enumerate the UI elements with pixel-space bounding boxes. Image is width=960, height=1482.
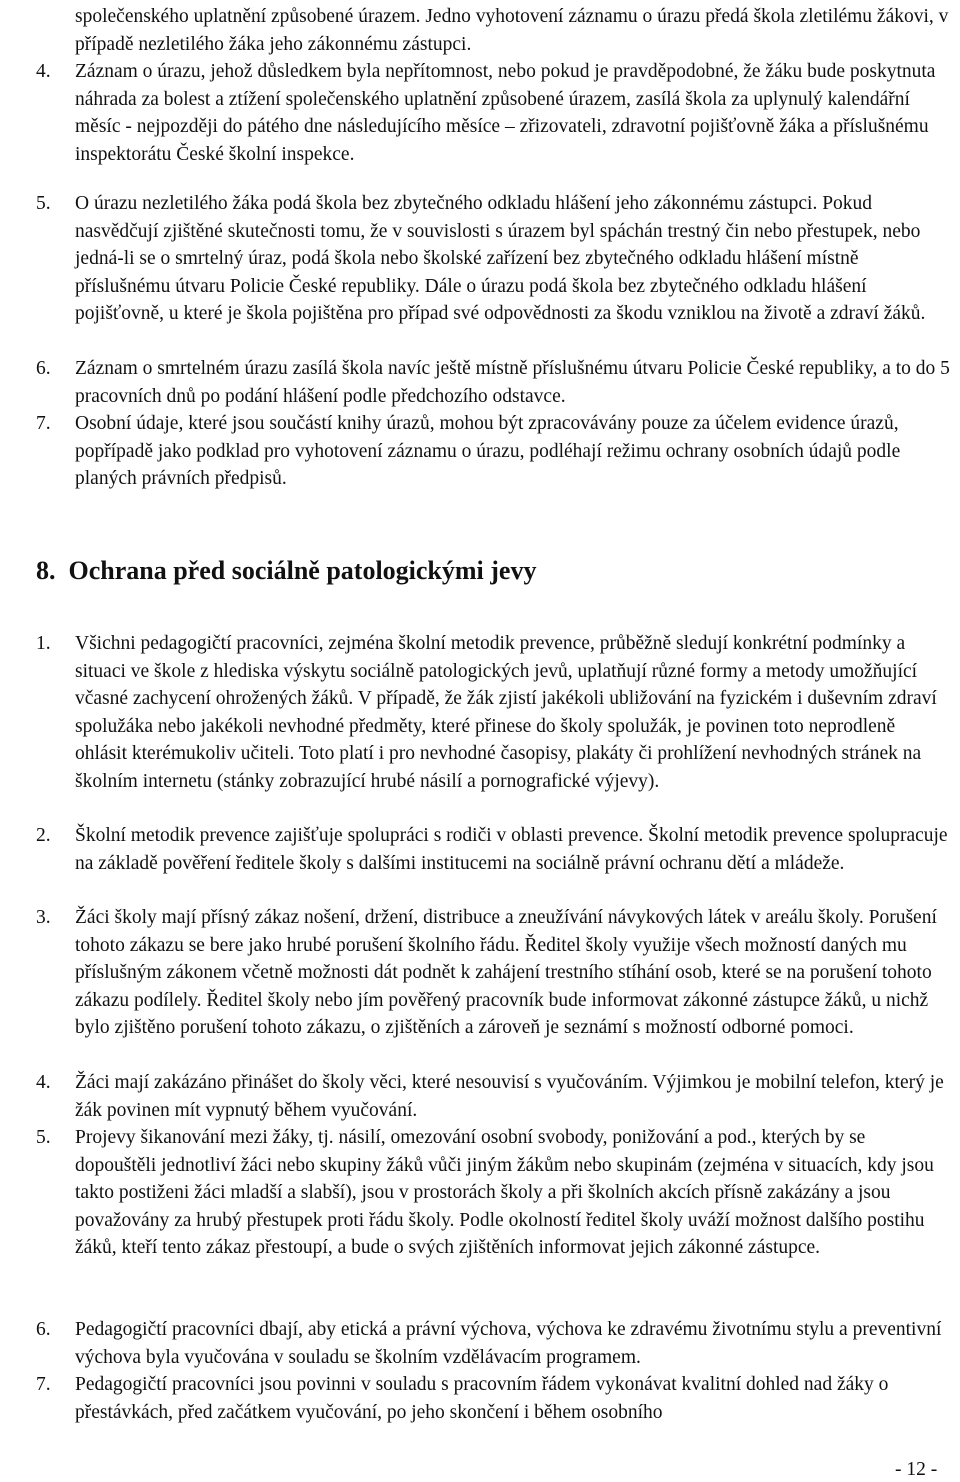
list-item-number: 6. xyxy=(36,358,51,379)
list-item xyxy=(36,1316,950,1371)
list-item xyxy=(36,355,950,410)
list-item xyxy=(36,1371,950,1426)
list-item xyxy=(36,822,950,877)
list-item xyxy=(36,904,950,1042)
page-number: - 12 - xyxy=(895,1459,938,1480)
list-item-text: Záznam o úrazu, jehož důsledkem byla nepřítomnost, nebo pokud je pravděpodobné, že žáku bude poskytnuta náhrada za bolest a ztížení společenského uplatnění způsobené úrazem, zasílá škola za uplynulý kalendářní měsíc - nejpozději do pátého dne následujícího měsíce – zřizovateli, zdravotní pojišťovně žáka a příslušnému inspektorátu České školní inspekce. xyxy=(75,61,936,165)
list-item-number: 7. xyxy=(36,1374,51,1395)
list-item xyxy=(36,1124,950,1262)
list-item-text: Žáci mají zakázáno přinášet do školy věci, které nesouvisí s vyučováním. Výjimkou je mobilní telefon, který je žák povinen mít vypnutý během vyučování. xyxy=(75,1072,944,1121)
list-item xyxy=(36,58,950,168)
list-item-number: 3. xyxy=(36,907,51,928)
list-item-text: Záznam o smrtelném úrazu zasílá škola navíc ještě místně příslušnému útvaru Policie České republiky, a to do 5 pracovních dnů po podání hlášení podle předchozího odstavce. xyxy=(75,358,950,407)
list-item-text: Pedagogičtí pracovníci dbají, aby etická a právní výchova, výchova ke zdravému životnímu stylu a preventivní výchova byla vyučována v souladu se školním vzdělávacím programem. xyxy=(75,1319,942,1368)
list-item-text: Školní metodik prevence zajišťuje spolupráci s rodiči v oblasti prevence. Školní metodik prevence spolupracuje na základě pověření ředitele školy s dalšími institucemi na sociálně právní ochranu dětí a mládeže. xyxy=(75,825,948,874)
list-item-number: 4. xyxy=(36,1072,51,1093)
list-item-text: Osobní údaje, které jsou součástí knihy úrazů, mohou být zpracovávány pouze za účelem evidence úrazů, popřípadě jako podklad pro vyhotovení záznamu o úrazu, podléhají režimu ochrany osobních údajů podle planých právních předpisů. xyxy=(75,413,901,489)
list-item-number: 5. xyxy=(36,1127,51,1148)
list-item xyxy=(36,410,950,493)
list-item xyxy=(36,630,950,795)
list-item-number: 6. xyxy=(36,1319,51,1340)
list-item-number: 7. xyxy=(36,413,51,434)
list-item-number: 1. xyxy=(36,633,51,654)
list-item-number: 5. xyxy=(36,193,51,214)
list-item-text: Všichni pedagogičtí pracovníci, zejména školní metodik prevence, průběžně sledují konkrétní podmínky a situaci ve škole z hlediska výskytu sociálně patologických jevů, uplatňují různé formy a metody umožňující včasné zachycení ohrožených žáků. V případě, že žák zjistí jakékoli ubližování na fyzickém i duševním zdraví spolužáka nebo jakékoli nevhodné předměty, které přinese do školy spolužák, je povinen toto neprodleně ohlásit kterémukoliv učiteli. Toto platí i pro nevhodné časopisy, plakáty či prohlížení nevhodných stránek na školním internetu (stánky zobrazující hrubé násilí a pornografické výjevy). xyxy=(75,633,937,792)
list-item-number: 4. xyxy=(36,61,51,82)
list-item-text: O úrazu nezletilého žáka podá škola bez zbytečného odkladu hlášení jeho zákonnému zástupci. Pokud nasvědčují zjištěné skutečnosti tomu, že v souvislosti s úrazem byl spáchán trestný čin nebo přestupek, nebo jedná-li se o smrtelný úraz, podá škola nebo školské zařízení bez zbytečného odkladu hlášení místně příslušnému útvaru Policie České republiky. Dále o úrazu podá škola bez zbytečného odkladu hlášení pojišťovně, u které je škola pojištěna pro případ své odpovědnosti za škodu vzniklou na životě a zdraví žáků. xyxy=(75,193,926,324)
list-item xyxy=(36,1069,950,1124)
list-item-text: Žáci školy mají přísný zákaz nošení, držení, distribuce a zneužívání návykových látek v areálu školy. Porušení tohoto zákazu se bere jako hrubé porušení školního řádu. Ředitel školy využije všech možností daných mu příslušným zákonem včetně možnosti dát podnět k zahájení trestního stíhání osob, které se na porušení tohoto zákazu podílely. Ředitel školy nebo jím pověřený pracovník bude informovat zákonné zástupce žáků, u nichž bylo zjištěno porušení tohoto zákazu, o zjištěních a zároveň je seznámí s možností odborné pomoci. xyxy=(75,907,937,1038)
section-heading-number: 8. xyxy=(36,556,56,585)
list-item-number: 2. xyxy=(36,825,51,846)
list-item-text: Pedagogičtí pracovníci jsou povinni v souladu s pracovním řádem vykonávat kvalitní dohled nad žáky o přestávkách, před začátkem vyučování, po jeho skončení i během osobního xyxy=(75,1374,889,1423)
section-heading-title: Ochrana před sociálně patologickými jevy xyxy=(68,556,537,585)
list-item-text: Projevy šikanování mezi žáky, tj. násilí, omezování osobní svobody, ponižování a pod., kterých by se dopouštěli jednotliví žáci nebo skupiny žáků vůči jiným žákům nebo skupinám (zejména v situacích, kdy jsou takto postiženi žáci mladší a slabší), jsou v prostorách školy a při školních akcích přísně zakázány a jsou považovány za hrubý přestupek proti řádu školy. Podle okolností ředitel školy uváží možnost dalšího postihu žáků, kteří tento zákaz přestoupí, a bude o svých zjištěních informovat jejich zákonné zástupce. xyxy=(75,1127,934,1258)
list-item xyxy=(36,190,950,328)
continuation-paragraph: společenského uplatnění způsobené úrazem. Jedno vyhotovení záznamu o úrazu předá škola zletilému žákovi, v případě nezletilého žáka jeho zákonnému zástupci. xyxy=(75,6,949,55)
section-heading xyxy=(36,553,536,589)
